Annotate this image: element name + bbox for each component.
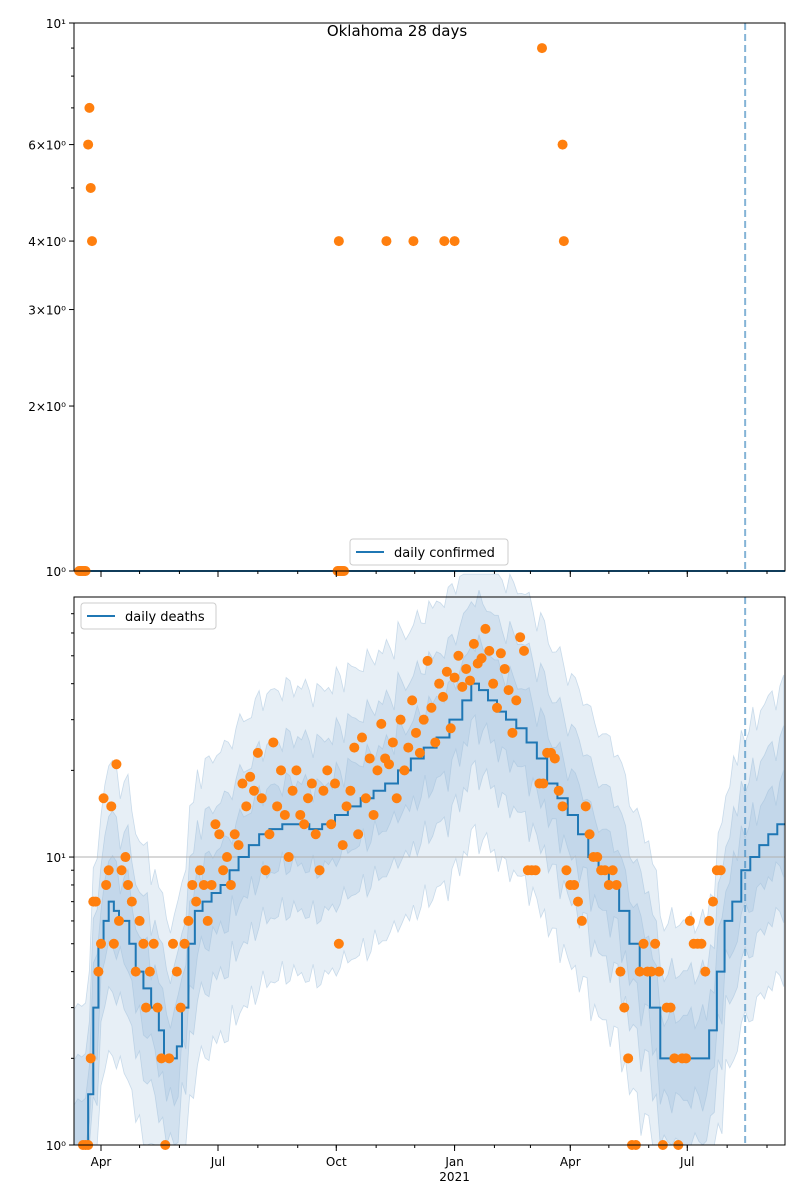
deaths-point — [93, 967, 103, 977]
confirmed-y-axis — [28, 17, 74, 579]
deaths-point — [326, 819, 336, 829]
deaths-point — [311, 829, 321, 839]
deaths-point — [264, 829, 274, 839]
deaths-point — [492, 703, 502, 713]
deaths-point — [619, 1003, 629, 1013]
deaths-point — [585, 829, 595, 839]
deaths-point — [581, 801, 591, 811]
x-tick-sublabel: 2021 — [439, 1170, 470, 1184]
deaths-point — [203, 916, 213, 926]
deaths-point — [561, 865, 571, 875]
confirmed-point — [381, 236, 391, 246]
deaths-point — [372, 765, 382, 775]
deaths-point — [261, 865, 271, 875]
deaths-point — [531, 865, 541, 875]
deaths-point — [91, 897, 101, 907]
deaths-point — [138, 939, 148, 949]
deaths-point — [345, 786, 355, 796]
deaths-point — [681, 1053, 691, 1063]
deaths-point — [222, 852, 232, 862]
x-tick-label: Apr — [559, 1155, 581, 1169]
deaths-point — [399, 765, 409, 775]
deaths-point — [453, 651, 463, 661]
deaths-point — [191, 897, 201, 907]
deaths-point — [430, 737, 440, 747]
deaths-point — [318, 786, 328, 796]
deaths-point — [538, 779, 548, 789]
deaths-point — [365, 753, 375, 763]
deaths-point — [623, 1053, 633, 1063]
deaths-point — [388, 737, 398, 747]
deaths-point — [322, 765, 332, 775]
deaths-point — [569, 880, 579, 890]
deaths-point — [349, 743, 359, 753]
deaths-panel — [46, 574, 785, 1184]
deaths-point — [415, 748, 425, 758]
deaths-point — [504, 685, 514, 695]
deaths-point — [554, 786, 564, 796]
deaths-point — [716, 865, 726, 875]
deaths-point — [214, 829, 224, 839]
deaths-point — [480, 624, 490, 634]
deaths-point — [469, 639, 479, 649]
deaths-point — [253, 748, 263, 758]
figure-title: Oklahoma 28 days — [326, 22, 468, 40]
x-tick-label: Jan — [445, 1155, 464, 1169]
deaths-point — [111, 759, 121, 769]
deaths-point — [291, 765, 301, 775]
deaths-point — [519, 646, 529, 656]
deaths-point — [550, 753, 560, 763]
deaths-point — [700, 967, 710, 977]
deaths-point — [357, 733, 367, 743]
deaths-point — [183, 916, 193, 926]
deaths-point — [176, 1003, 186, 1013]
deaths-point — [484, 646, 494, 656]
deaths-point — [446, 723, 456, 733]
x-tick-label: Oct — [325, 1155, 347, 1169]
deaths-point — [511, 695, 521, 705]
deaths-point — [334, 939, 344, 949]
deaths-y-axis — [46, 614, 74, 1153]
deaths-point — [245, 772, 255, 782]
deaths-point — [153, 1003, 163, 1013]
deaths-point — [99, 793, 109, 803]
deaths-point — [123, 880, 133, 890]
deaths-point — [704, 916, 714, 926]
deaths-point — [106, 801, 116, 811]
x-tick-label: Jul — [680, 1155, 695, 1169]
deaths-point — [411, 728, 421, 738]
deaths-point — [276, 765, 286, 775]
deaths-y-tick-label: 10¹ — [45, 851, 66, 866]
deaths-point — [369, 810, 379, 820]
confirmed-legend-label: daily confirmed — [394, 546, 495, 561]
confirmed-point — [84, 103, 94, 113]
deaths-point — [515, 632, 525, 642]
confirmed-y-tick-label: 2×10⁰ — [28, 400, 66, 415]
deaths-point — [96, 939, 106, 949]
deaths-point — [168, 939, 178, 949]
deaths-point — [330, 779, 340, 789]
deaths-point — [696, 939, 706, 949]
deaths-point — [303, 793, 313, 803]
deaths-point — [573, 897, 583, 907]
confirmed-y-tick-label: 6×10⁰ — [28, 138, 66, 153]
deaths-y-tick-label: 10⁰ — [45, 1139, 66, 1153]
deaths-point — [384, 759, 394, 769]
deaths-point — [195, 865, 205, 875]
confirmed-legend — [350, 539, 508, 565]
x-tick-label: Jul — [210, 1155, 226, 1169]
deaths-point — [639, 939, 649, 949]
deaths-point — [450, 673, 460, 683]
deaths-point — [172, 967, 182, 977]
deaths-point — [558, 801, 568, 811]
deaths-point — [207, 880, 217, 890]
deaths-point — [145, 967, 155, 977]
deaths-point — [666, 1003, 676, 1013]
confirmed-panel — [28, 17, 785, 579]
deaths-point — [500, 664, 510, 674]
x-tick-label: Apr — [90, 1155, 112, 1169]
deaths-point — [353, 829, 363, 839]
deaths-point — [218, 865, 228, 875]
confirmed-point — [450, 236, 460, 246]
deaths-point — [141, 1003, 151, 1013]
confirmed-point — [334, 236, 344, 246]
deaths-point — [592, 852, 602, 862]
deaths-point — [507, 728, 517, 738]
confirmed-y-tick-label: 10¹ — [45, 17, 66, 31]
deaths-point — [488, 679, 498, 689]
deaths-point — [257, 793, 267, 803]
confirmed-point — [558, 140, 568, 150]
deaths-point — [268, 737, 278, 747]
confirmed-point — [559, 236, 569, 246]
confirmed-points — [74, 43, 569, 576]
deaths-point — [187, 880, 197, 890]
deaths-point — [403, 743, 413, 753]
deaths-point — [210, 819, 220, 829]
deaths-point — [249, 786, 259, 796]
confirmed-point — [408, 236, 418, 246]
deaths-point — [342, 801, 352, 811]
deaths-point — [86, 1053, 96, 1063]
deaths-point — [135, 916, 145, 926]
deaths-point — [114, 916, 124, 926]
deaths-point — [496, 648, 506, 658]
confirmed-point — [439, 236, 449, 246]
confirmed-point — [537, 43, 547, 53]
deaths-point — [654, 967, 664, 977]
confirmed-point — [83, 140, 93, 150]
deaths-point — [288, 786, 298, 796]
deaths-x-axis — [91, 1145, 767, 1184]
confirmed-y-tick-label: 3×10⁰ — [28, 303, 66, 318]
confirmed-y-tick-label: 10⁰ — [45, 565, 66, 579]
deaths-point — [299, 819, 309, 829]
deaths-point — [392, 793, 402, 803]
deaths-point — [612, 880, 622, 890]
confirmed-point — [86, 183, 96, 193]
deaths-point — [230, 829, 240, 839]
deaths-point — [434, 679, 444, 689]
deaths-point — [608, 865, 618, 875]
deaths-point — [376, 719, 386, 729]
deaths-point — [426, 703, 436, 713]
confirmed-axes-frame — [74, 23, 785, 571]
deaths-point — [407, 695, 417, 705]
deaths-point — [120, 852, 130, 862]
deaths-point — [457, 682, 467, 692]
deaths-point — [101, 880, 111, 890]
deaths-point — [284, 852, 294, 862]
deaths-point — [234, 840, 244, 850]
deaths-point — [117, 865, 127, 875]
deaths-point — [226, 880, 236, 890]
deaths-point — [577, 916, 587, 926]
deaths-point — [396, 715, 406, 725]
deaths-point — [131, 967, 141, 977]
deaths-point — [708, 897, 718, 907]
deaths-point — [164, 1053, 174, 1063]
confirmed-point — [87, 236, 97, 246]
deaths-point — [280, 810, 290, 820]
deaths-point — [315, 865, 325, 875]
deaths-point — [109, 939, 119, 949]
deaths-point — [237, 779, 247, 789]
deaths-point — [423, 656, 433, 666]
deaths-point — [272, 801, 282, 811]
deaths-point — [149, 939, 159, 949]
deaths-point — [615, 967, 625, 977]
deaths-point — [461, 664, 471, 674]
deaths-point — [685, 916, 695, 926]
deaths-point — [127, 897, 137, 907]
deaths-point — [650, 939, 660, 949]
deaths-point — [438, 692, 448, 702]
deaths-point — [361, 793, 371, 803]
deaths-point — [295, 810, 305, 820]
deaths-point — [338, 840, 348, 850]
deaths-point — [307, 779, 317, 789]
deaths-point — [180, 939, 190, 949]
deaths-legend-label: daily deaths — [125, 610, 205, 625]
deaths-point — [241, 801, 251, 811]
deaths-legend — [81, 603, 216, 629]
deaths-point — [465, 676, 475, 686]
confirmed-y-tick-label: 4×10⁰ — [28, 235, 66, 250]
deaths-point — [477, 653, 487, 663]
deaths-point — [419, 715, 429, 725]
deaths-point — [104, 865, 114, 875]
